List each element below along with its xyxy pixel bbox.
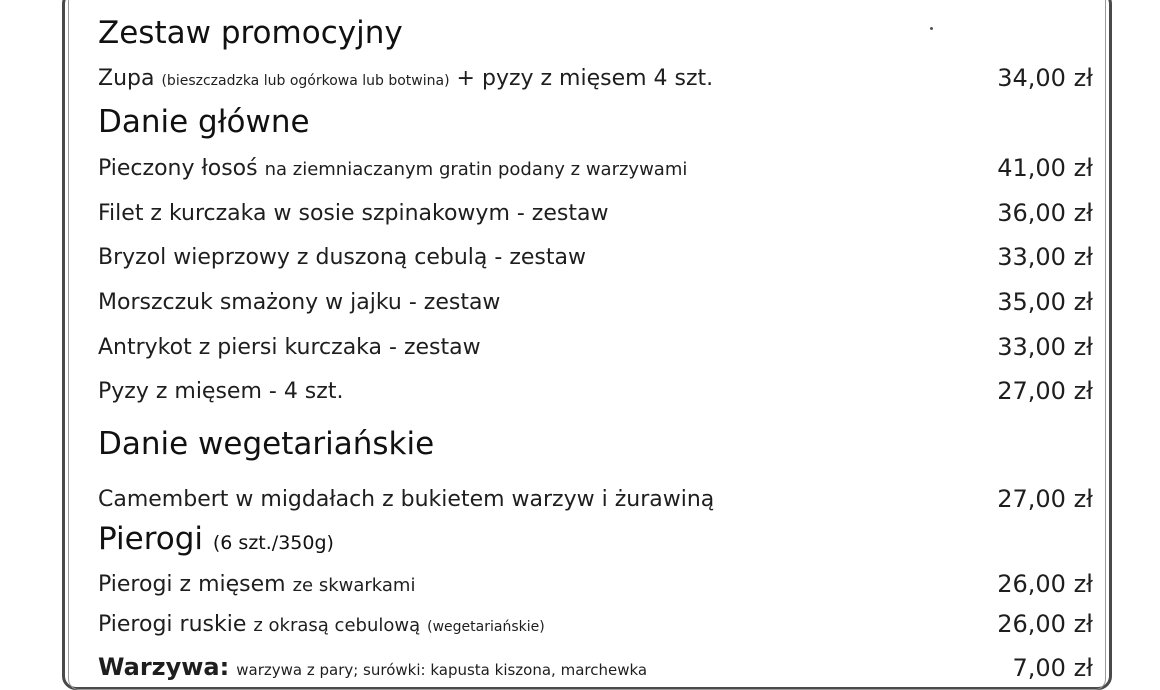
section-title-main: Danie główne — [98, 104, 310, 140]
item-note-small: (wegetariańskie) — [427, 619, 545, 635]
item-name-rest: + pyzy z mięsem 4 szt. — [456, 66, 714, 91]
item-name-main: Zupa — [98, 66, 155, 91]
menu-item-name — [98, 158, 687, 180]
section-title-text: Pierogi — [98, 521, 204, 557]
menu-item-price: 27,00 zł — [997, 485, 1093, 513]
menu-row — [98, 195, 1093, 225]
menu-row-vegetables — [98, 650, 1093, 680]
menu-item-name: Camembert w migdałach z bukietem warzyw i żurawiną — [98, 487, 715, 512]
menu-item-name: Antrykot z piersi kurczaka - zestaw — [98, 335, 481, 360]
menu-row — [98, 284, 1093, 314]
menu-row — [98, 150, 1093, 180]
menu-item-price: 33,00 zł — [997, 243, 1093, 271]
item-note: z okrasą cebulową — [253, 615, 421, 636]
menu-item-price: 36,00 zł — [997, 199, 1093, 227]
menu-row — [98, 606, 1093, 636]
item-note: warzywa z pary; surówki: kapusta kiszona, marchewka — [236, 661, 648, 679]
section-title-promo: Zestaw promocyjny — [98, 15, 403, 51]
menu-item-price: 26,00 zł — [997, 570, 1093, 598]
menu-item-price: 27,00 zł — [997, 377, 1093, 405]
menu-row — [98, 481, 1093, 511]
menu-item-name — [98, 574, 415, 596]
menu-item-price: 35,00 zł — [997, 288, 1093, 316]
menu-row — [98, 239, 1093, 269]
menu-item-name: Morszczuk smażony w jajku - zestaw — [98, 290, 501, 315]
item-name: Pierogi z mięsem — [98, 572, 286, 597]
menu-row — [98, 566, 1093, 596]
menu-item-name: Bryzol wieprzowy z duszoną cebulą - zestaw — [98, 245, 586, 270]
menu-item-name — [98, 655, 647, 680]
menu-item-price: 7,00 zł — [1012, 654, 1093, 682]
menu-row — [98, 373, 1093, 403]
menu-item-price: 33,00 zł — [997, 333, 1093, 361]
item-note: ze skwarkami — [292, 575, 416, 596]
menu-item-price: 41,00 zł — [997, 154, 1093, 182]
menu-item-name — [98, 614, 545, 636]
item-name: Pierogi ruskie — [98, 612, 247, 637]
section-title-pierogi — [98, 521, 334, 557]
section-title-note: (6 szt./350g) — [212, 532, 334, 554]
menu-item-price: 26,00 zł — [997, 610, 1093, 638]
menu-item-name: Filet z kurczaka w sosie szpinakowym - zestaw — [98, 201, 609, 226]
paper-speck — [930, 27, 933, 30]
menu-item-name — [98, 68, 713, 90]
item-name: Warzywa: — [98, 653, 230, 681]
menu-item-price: 34,00 zł — [997, 64, 1093, 92]
menu-item-name: Pyzy z mięsem - 4 szt. — [98, 379, 344, 404]
item-note: na ziemniaczanym gratin podany z warzywami — [264, 159, 688, 180]
section-title-vegetarian: Danie wegetariańskie — [98, 426, 435, 462]
menu-row-promo — [98, 60, 1093, 90]
item-note-small: (bieszczadzka lub ogórkowa lub botwina) — [161, 73, 450, 89]
item-name: Pieczony łosoś — [98, 156, 258, 181]
menu-row — [98, 329, 1093, 359]
